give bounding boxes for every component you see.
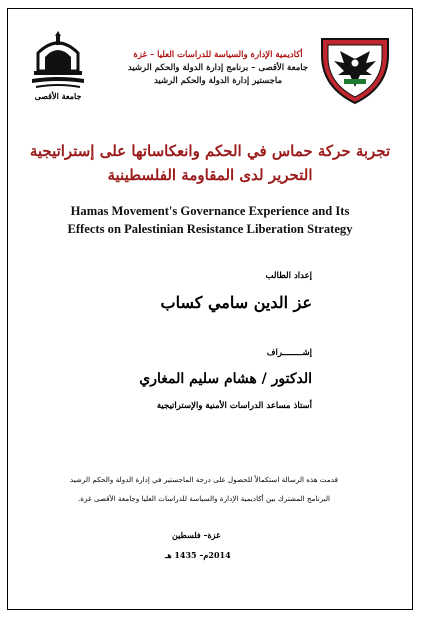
institution-line-3: ماجستير إدارة الدولة والحكم الرشيد (153, 76, 283, 86)
student-name: عز الدين سامي كساب (160, 293, 312, 312)
supervisor-title: أستاذ مساعد الدراسات الأمنية والإستراتيجية (156, 401, 312, 411)
english-title (28, 202, 392, 238)
academy-emblem-logo (314, 37, 396, 107)
arabic-title (28, 139, 392, 187)
degree-line-1: قدمت هذه الرسالة استكمالاً للحصول على درجة الماجستير في إدارة الدولة والحكم الرشيد (69, 475, 339, 484)
supervisor-label: إشــــــــراف (266, 348, 312, 358)
institution-line-1: أكاديمية الإدارة والسياسة للدراسات العليا – غزة (133, 50, 303, 60)
institution-line-2: جامعة الأقصى – برنامج إدارة الدولة والحكم الرشيد (127, 63, 309, 73)
student-label: إعداد الطالب (265, 271, 312, 281)
al-aqsa-university-logo (28, 31, 88, 103)
supervisor-name: الدكتور / هشام سليم المغاري (139, 371, 312, 387)
english-title-line-2: Effects on Palestinian Resistance Liberation Strategy (67, 222, 353, 236)
arabic-title-line-1: تجربة حركة حماس في الحكم وانعكاساتها على إستراتيجية (29, 142, 391, 160)
degree-line-2: البرنامج المشترك بين أكاديمية الإدارة والسياسة للدراسات العليا وجامعة الأقصى غزة. (77, 494, 331, 503)
arabic-title-line-2: التحرير لدى المقاومة الفلسطينية (107, 166, 313, 184)
date: 2014م– 1435 هـ (165, 550, 231, 560)
institution-header (108, 49, 328, 88)
english-title-line-1: Hamas Movement's Governance Experience and Its (70, 204, 350, 218)
degree-statement (36, 470, 372, 508)
thesis-title-page (7, 8, 413, 610)
place: غزة– فلسطين (172, 530, 221, 540)
eagle-emblem-icon (314, 37, 396, 107)
left-logo-caption: جامعة الأقصى (34, 91, 82, 101)
